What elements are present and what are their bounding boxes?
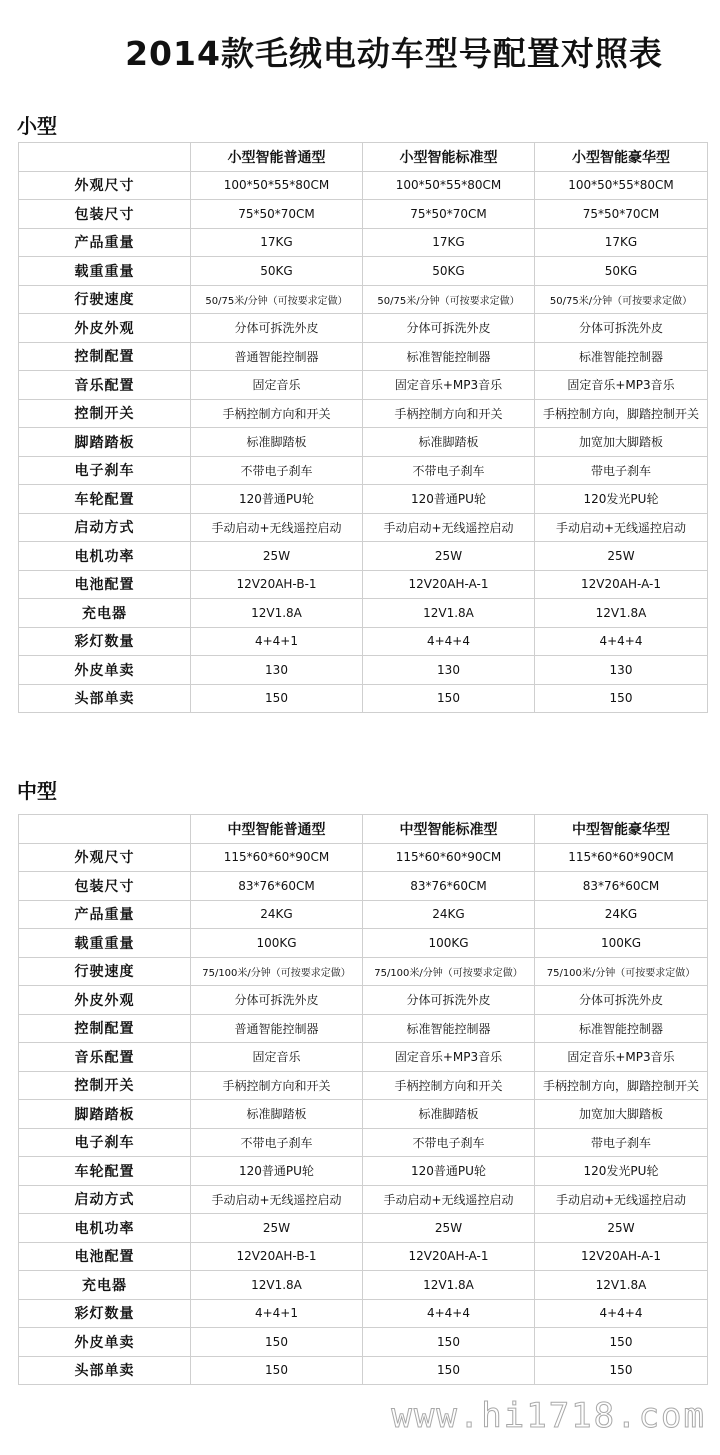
row-label-cell: 电池配置 (19, 570, 191, 599)
row-label-cell: 头部单卖 (19, 1356, 191, 1385)
header-corner-cell (19, 815, 191, 844)
table-row (19, 1100, 708, 1129)
table-row (19, 542, 708, 571)
value-cell: 130 (191, 656, 363, 685)
value-cell: 50/75米/分钟（可按要求定做） (535, 285, 708, 314)
value-cell: 50KG (191, 257, 363, 286)
table-row (19, 257, 708, 286)
value-cell: 12V20AH-A-1 (363, 570, 535, 599)
header-corner-cell (19, 143, 191, 172)
value-cell: 标准脚踏板 (363, 1100, 535, 1129)
value-cell: 4+4+4 (535, 1299, 708, 1328)
row-label-cell: 产品重量 (19, 900, 191, 929)
table-row (19, 900, 708, 929)
table-row (19, 399, 708, 428)
value-cell: 100KG (191, 929, 363, 958)
row-label-cell: 电子刹车 (19, 1128, 191, 1157)
table-row (19, 285, 708, 314)
value-cell: 带电子刹车 (535, 456, 708, 485)
row-label-cell: 脚踏踏板 (19, 428, 191, 457)
table-row (19, 872, 708, 901)
table-row (19, 1356, 708, 1385)
value-cell: 25W (191, 542, 363, 571)
value-cell: 12V1.8A (191, 599, 363, 628)
value-cell: 12V20AH-B-1 (191, 1242, 363, 1271)
table-header-row (19, 143, 708, 172)
row-label-cell: 外皮单卖 (19, 1328, 191, 1357)
row-label-cell: 彩灯数量 (19, 627, 191, 656)
value-cell: 12V20AH-A-1 (363, 1242, 535, 1271)
table-row (19, 428, 708, 457)
row-label-cell: 行驶速度 (19, 285, 191, 314)
value-cell: 75*50*70CM (535, 200, 708, 229)
row-label-cell: 车轮配置 (19, 1157, 191, 1186)
table-row (19, 843, 708, 872)
value-cell: 75/100米/分钟（可按要求定做） (363, 957, 535, 986)
value-cell: 120普通PU轮 (363, 1157, 535, 1186)
model-header-cell: 小型智能标准型 (363, 143, 535, 172)
table-row (19, 342, 708, 371)
value-cell: 17KG (191, 228, 363, 257)
model-header-cell: 中型智能标准型 (363, 815, 535, 844)
value-cell: 手柄控制方向，脚踏控制开关 (535, 399, 708, 428)
value-cell: 75*50*70CM (363, 200, 535, 229)
row-label-cell: 音乐配置 (19, 371, 191, 400)
value-cell: 50KG (363, 257, 535, 286)
value-cell: 120普通PU轮 (363, 485, 535, 514)
row-label-cell: 包装尺寸 (19, 872, 191, 901)
row-label-cell: 控制开关 (19, 1071, 191, 1100)
value-cell: 带电子刹车 (535, 1128, 708, 1157)
value-cell: 120普通PU轮 (191, 1157, 363, 1186)
value-cell: 50/75米/分钟（可按要求定做） (191, 285, 363, 314)
value-cell: 普通智能控制器 (191, 1014, 363, 1043)
value-cell: 不带电子刹车 (191, 456, 363, 485)
value-cell: 25W (535, 1214, 708, 1243)
value-cell: 固定音乐 (191, 371, 363, 400)
value-cell: 24KG (363, 900, 535, 929)
table-row (19, 1128, 708, 1157)
value-cell: 25W (363, 542, 535, 571)
value-cell: 分体可拆洗外皮 (191, 986, 363, 1015)
table-row (19, 314, 708, 343)
value-cell: 固定音乐+MP3音乐 (363, 371, 535, 400)
value-cell: 手动启动+无线遥控启动 (535, 1185, 708, 1214)
value-cell: 标准智能控制器 (535, 1014, 708, 1043)
value-cell: 标准智能控制器 (363, 1014, 535, 1043)
value-cell: 4+4+1 (191, 1299, 363, 1328)
value-cell: 150 (191, 684, 363, 713)
value-cell: 25W (191, 1214, 363, 1243)
row-label-cell: 外皮外观 (19, 314, 191, 343)
value-cell: 83*76*60CM (363, 872, 535, 901)
value-cell: 115*60*60*90CM (363, 843, 535, 872)
value-cell: 17KG (535, 228, 708, 257)
row-label-cell: 电子刹车 (19, 456, 191, 485)
table-row (19, 228, 708, 257)
value-cell: 4+4+4 (535, 627, 708, 656)
value-cell: 分体可拆洗外皮 (363, 986, 535, 1015)
value-cell: 150 (191, 1328, 363, 1357)
value-cell: 25W (363, 1214, 535, 1243)
value-cell: 12V20AH-A-1 (535, 570, 708, 599)
table-row (19, 371, 708, 400)
value-cell: 手动启动+无线遥控启动 (191, 1185, 363, 1214)
value-cell: 75/100米/分钟（可按要求定做） (191, 957, 363, 986)
value-cell: 4+4+4 (363, 1299, 535, 1328)
value-cell: 50KG (535, 257, 708, 286)
value-cell: 130 (363, 656, 535, 685)
value-cell: 150 (191, 1356, 363, 1385)
section-title-small: 小型 (17, 114, 57, 138)
value-cell: 100KG (363, 929, 535, 958)
value-cell: 100*50*55*80CM (535, 171, 708, 200)
row-label-cell: 电池配置 (19, 1242, 191, 1271)
site-watermark: www.hi1718.com (391, 1396, 706, 1436)
table-row (19, 1071, 708, 1100)
value-cell: 加宽加大脚踏板 (535, 1100, 708, 1129)
model-header-cell: 小型智能普通型 (191, 143, 363, 172)
table-row (19, 1157, 708, 1186)
value-cell: 标准脚踏板 (363, 428, 535, 457)
value-cell: 手柄控制方向和开关 (363, 399, 535, 428)
value-cell: 100KG (535, 929, 708, 958)
row-label-cell: 充电器 (19, 1271, 191, 1300)
row-label-cell: 车轮配置 (19, 485, 191, 514)
value-cell: 150 (363, 1328, 535, 1357)
table-row (19, 1014, 708, 1043)
table-row (19, 485, 708, 514)
value-cell: 手柄控制方向和开关 (191, 399, 363, 428)
page-title: 2014款毛绒电动车型号配置对照表 (125, 34, 663, 73)
table-row (19, 627, 708, 656)
value-cell: 75*50*70CM (191, 200, 363, 229)
row-label-cell: 脚踏踏板 (19, 1100, 191, 1129)
row-label-cell: 彩灯数量 (19, 1299, 191, 1328)
value-cell: 150 (535, 1356, 708, 1385)
row-label-cell: 音乐配置 (19, 1043, 191, 1072)
value-cell: 115*60*60*90CM (535, 843, 708, 872)
section-title-medium: 中型 (17, 779, 57, 803)
value-cell: 加宽加大脚踏板 (535, 428, 708, 457)
table-row (19, 1043, 708, 1072)
value-cell: 12V1.8A (535, 1271, 708, 1300)
value-cell: 分体可拆洗外皮 (535, 314, 708, 343)
value-cell: 100*50*55*80CM (363, 171, 535, 200)
value-cell: 12V20AH-A-1 (535, 1242, 708, 1271)
row-label-cell: 外观尺寸 (19, 171, 191, 200)
table-row (19, 986, 708, 1015)
value-cell: 83*76*60CM (191, 872, 363, 901)
table-row (19, 1214, 708, 1243)
value-cell: 普通智能控制器 (191, 342, 363, 371)
value-cell: 12V1.8A (363, 1271, 535, 1300)
table-row (19, 513, 708, 542)
value-cell: 120发光PU轮 (535, 485, 708, 514)
table-row (19, 1299, 708, 1328)
value-cell: 分体可拆洗外皮 (191, 314, 363, 343)
value-cell: 120普通PU轮 (191, 485, 363, 514)
value-cell: 固定音乐 (191, 1043, 363, 1072)
row-label-cell: 电机功率 (19, 542, 191, 571)
row-label-cell: 控制配置 (19, 1014, 191, 1043)
row-label-cell: 头部单卖 (19, 684, 191, 713)
spec-table-medium (18, 814, 708, 1385)
value-cell: 24KG (535, 900, 708, 929)
row-label-cell: 控制配置 (19, 342, 191, 371)
table-row (19, 1271, 708, 1300)
value-cell: 83*76*60CM (535, 872, 708, 901)
row-label-cell: 载重重量 (19, 257, 191, 286)
value-cell: 24KG (191, 900, 363, 929)
table-row (19, 171, 708, 200)
value-cell: 4+4+4 (363, 627, 535, 656)
value-cell: 手柄控制方向，脚踏控制开关 (535, 1071, 708, 1100)
value-cell: 12V20AH-B-1 (191, 570, 363, 599)
value-cell: 不带电子刹车 (363, 1128, 535, 1157)
value-cell: 固定音乐+MP3音乐 (535, 1043, 708, 1072)
table-row (19, 684, 708, 713)
table-row (19, 929, 708, 958)
model-header-cell: 中型智能普通型 (191, 815, 363, 844)
value-cell: 手动启动+无线遥控启动 (363, 1185, 535, 1214)
row-label-cell: 启动方式 (19, 1185, 191, 1214)
value-cell: 标准智能控制器 (363, 342, 535, 371)
value-cell: 100*50*55*80CM (191, 171, 363, 200)
row-label-cell: 控制开关 (19, 399, 191, 428)
table-row (19, 570, 708, 599)
value-cell: 130 (535, 656, 708, 685)
value-cell: 150 (363, 684, 535, 713)
table-row (19, 1242, 708, 1271)
row-label-cell: 行驶速度 (19, 957, 191, 986)
value-cell: 4+4+1 (191, 627, 363, 656)
row-label-cell: 产品重量 (19, 228, 191, 257)
row-label-cell: 外皮单卖 (19, 656, 191, 685)
table-row (19, 1185, 708, 1214)
table-row (19, 599, 708, 628)
value-cell: 不带电子刹车 (191, 1128, 363, 1157)
value-cell: 分体可拆洗外皮 (535, 986, 708, 1015)
row-label-cell: 载重重量 (19, 929, 191, 958)
row-label-cell: 外皮外观 (19, 986, 191, 1015)
value-cell: 50/75米/分钟（可按要求定做） (363, 285, 535, 314)
spec-table-small (18, 142, 708, 713)
value-cell: 115*60*60*90CM (191, 843, 363, 872)
table-row (19, 1328, 708, 1357)
value-cell: 150 (535, 684, 708, 713)
value-cell: 150 (363, 1356, 535, 1385)
value-cell: 150 (535, 1328, 708, 1357)
value-cell: 手动启动+无线遥控启动 (535, 513, 708, 542)
value-cell: 不带电子刹车 (363, 456, 535, 485)
value-cell: 120发光PU轮 (535, 1157, 708, 1186)
table-row (19, 656, 708, 685)
value-cell: 固定音乐+MP3音乐 (363, 1043, 535, 1072)
value-cell: 分体可拆洗外皮 (363, 314, 535, 343)
value-cell: 12V1.8A (535, 599, 708, 628)
table-header-row (19, 815, 708, 844)
value-cell: 固定音乐+MP3音乐 (535, 371, 708, 400)
value-cell: 12V1.8A (191, 1271, 363, 1300)
value-cell: 标准智能控制器 (535, 342, 708, 371)
value-cell: 25W (535, 542, 708, 571)
row-label-cell: 电机功率 (19, 1214, 191, 1243)
value-cell: 标准脚踏板 (191, 428, 363, 457)
model-header-cell: 小型智能豪华型 (535, 143, 708, 172)
value-cell: 75/100米/分钟（可按要求定做） (535, 957, 708, 986)
value-cell: 标准脚踏板 (191, 1100, 363, 1129)
model-header-cell: 中型智能豪华型 (535, 815, 708, 844)
value-cell: 手动启动+无线遥控启动 (191, 513, 363, 542)
table-row (19, 456, 708, 485)
value-cell: 手柄控制方向和开关 (191, 1071, 363, 1100)
row-label-cell: 启动方式 (19, 513, 191, 542)
value-cell: 12V1.8A (363, 599, 535, 628)
row-label-cell: 包装尺寸 (19, 200, 191, 229)
row-label-cell: 充电器 (19, 599, 191, 628)
value-cell: 17KG (363, 228, 535, 257)
value-cell: 手柄控制方向和开关 (363, 1071, 535, 1100)
value-cell: 手动启动+无线遥控启动 (363, 513, 535, 542)
table-row (19, 957, 708, 986)
row-label-cell: 外观尺寸 (19, 843, 191, 872)
table-row (19, 200, 708, 229)
